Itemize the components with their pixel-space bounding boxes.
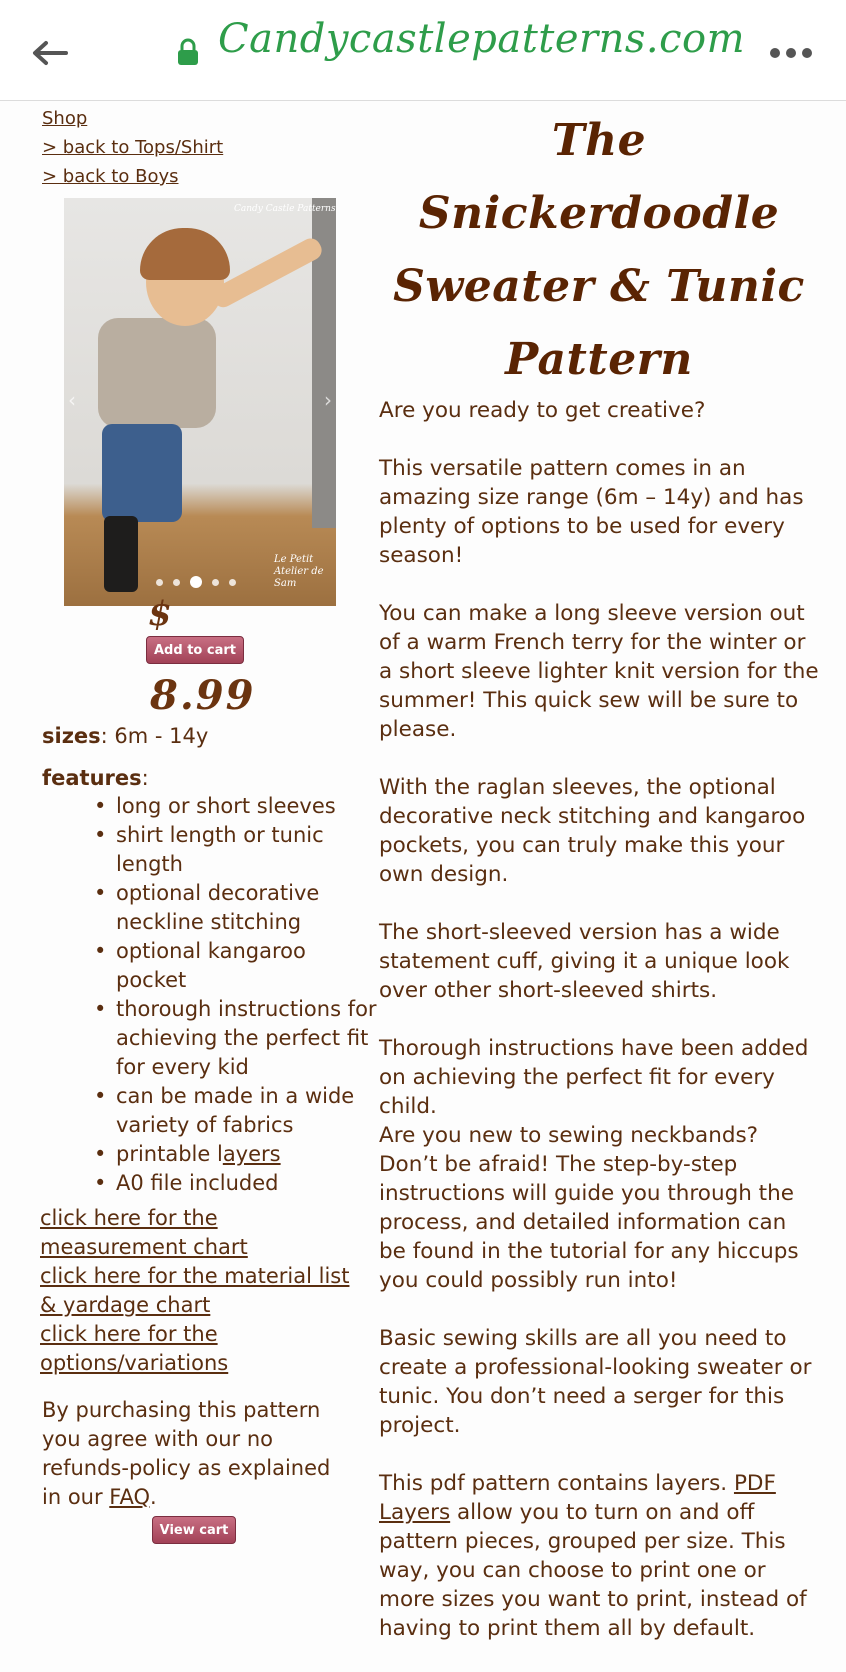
features-list bbox=[90, 792, 380, 1198]
material-list-link[interactable]: click here for the material list & yardage chart bbox=[40, 1264, 350, 1317]
layers-text-start: This pdf pattern contains layers. bbox=[379, 1471, 734, 1496]
pdf-layers-link[interactable]: PDF Layers bbox=[379, 1471, 776, 1525]
feature-item: • can be made in a wide variety of fabrics bbox=[90, 1082, 380, 1140]
browser-toolbar bbox=[0, 0, 846, 101]
shop-link[interactable]: Shop bbox=[42, 108, 88, 129]
feature-item: • A0 file included bbox=[90, 1169, 380, 1198]
carousel-prev-icon[interactable]: ‹ bbox=[68, 388, 76, 412]
description-paragraph: Basic sewing skills are all you need to create a professional-looking sweater or tunic. You don’t need a serger for this project. bbox=[379, 1326, 812, 1438]
product-description bbox=[379, 104, 819, 1672]
feature-item-printable-layers bbox=[90, 1140, 380, 1169]
faq-link[interactable]: FAQ bbox=[109, 1485, 150, 1509]
carousel-next-icon[interactable]: › bbox=[324, 388, 332, 412]
sidebar bbox=[40, 104, 377, 1538]
photo-shirt bbox=[98, 318, 216, 428]
price-currency: $ bbox=[148, 594, 172, 634]
sizes-value: : 6m - 14y bbox=[100, 724, 209, 748]
sizes-label: sizes bbox=[42, 724, 101, 748]
options-variations-link[interactable]: click here for the options/variations bbox=[40, 1322, 229, 1375]
description-body bbox=[379, 396, 819, 1643]
carousel-dot[interactable] bbox=[212, 579, 219, 586]
photo-boot bbox=[104, 516, 138, 592]
site-address[interactable]: Candycastlepatterns.com bbox=[218, 16, 746, 62]
price-value: 8.99 bbox=[150, 672, 256, 719]
feature-item: • optional kangaroo pocket bbox=[90, 937, 380, 995]
photo-watermark-top: Candy Castle Patterns bbox=[234, 204, 336, 214]
page-title: The Snickerdoodle Sweater & Tunic Pattern bbox=[393, 115, 805, 385]
feature-item: • long or short sleeves bbox=[90, 792, 380, 821]
features-label: features bbox=[42, 766, 142, 790]
feature-printable-text: printable l bbox=[116, 1142, 223, 1166]
chart-links bbox=[40, 1204, 370, 1378]
description-paragraph-layers bbox=[379, 1469, 819, 1643]
back-to-tops-link[interactable]: > back to Tops/Shirt bbox=[42, 137, 224, 158]
view-cart-button[interactable]: View cart bbox=[152, 1516, 236, 1544]
description-paragraph: You can make a long sleeve version out of a warm French terry for the winter or a short sleeve lighter knit version for the summer! This quick sew will be sure to please. bbox=[379, 601, 819, 742]
product-photo-carousel[interactable] bbox=[64, 198, 336, 606]
back-arrow-icon[interactable] bbox=[30, 38, 70, 68]
layers-text-end: allow you to turn on and off pattern pieces, grouped per size. This way, you can choose to print one or more sizes you want to print, instead of having to print them all by default. bbox=[379, 1500, 807, 1641]
sizes-line bbox=[42, 724, 208, 748]
feature-item: • optional decorative neckline stitching bbox=[90, 879, 380, 937]
carousel-dots[interactable] bbox=[156, 576, 236, 588]
photo-hair bbox=[140, 228, 230, 280]
layers-link[interactable]: ayers bbox=[222, 1142, 281, 1166]
description-paragraph: Are you ready to get creative? bbox=[379, 398, 706, 423]
photo-watermark-bottom: Le Petit Atelier de Sam bbox=[274, 554, 324, 589]
more-options-icon[interactable] bbox=[768, 46, 814, 60]
back-to-boys-link[interactable]: > back to Boys bbox=[42, 166, 179, 187]
photo-jeans bbox=[102, 424, 182, 522]
carousel-dot[interactable] bbox=[229, 579, 236, 586]
description-paragraph: The short-sleeved version has a wide statement cuff, giving it a unique look over other short-sleeved shirts. bbox=[379, 920, 790, 1003]
policy-text: By purchasing this pattern you agree with our no refunds-policy as explained in our bbox=[42, 1398, 331, 1509]
carousel-dot[interactable] bbox=[156, 579, 163, 586]
refund-policy-text bbox=[42, 1396, 352, 1512]
description-paragraph: Are you new to sewing neckbands? Don’t be afraid! The step-by-step instructions will guide you through the process, and detailed information can be found in the tutorial for any hiccups you could possibly run into! bbox=[379, 1123, 799, 1293]
lock-icon bbox=[176, 38, 200, 66]
description-paragraph: This versatile pattern comes in an amazing size range (6m – 14y) and has plenty of options to be used for every season! bbox=[379, 456, 804, 568]
carousel-dot-active[interactable] bbox=[190, 576, 202, 588]
measurement-chart-link[interactable]: click here for the measurement chart bbox=[40, 1206, 248, 1259]
features-heading bbox=[42, 766, 149, 790]
feature-item: • thorough instructions for achieving the perfect fit for every kid bbox=[90, 995, 380, 1082]
description-paragraph: With the raglan sleeves, the optional decorative neck stitching and kangaroo pockets, you can truly make this your own design. bbox=[379, 775, 806, 887]
features-colon: : bbox=[141, 766, 149, 790]
carousel-dot[interactable] bbox=[173, 579, 180, 586]
add-to-cart-button[interactable]: Add to cart bbox=[146, 636, 244, 664]
feature-item: • shirt length or tunic length bbox=[90, 821, 380, 879]
description-paragraph: Thorough instructions have been added on achieving the perfect fit for every child. bbox=[379, 1036, 809, 1119]
policy-end: . bbox=[149, 1485, 157, 1509]
